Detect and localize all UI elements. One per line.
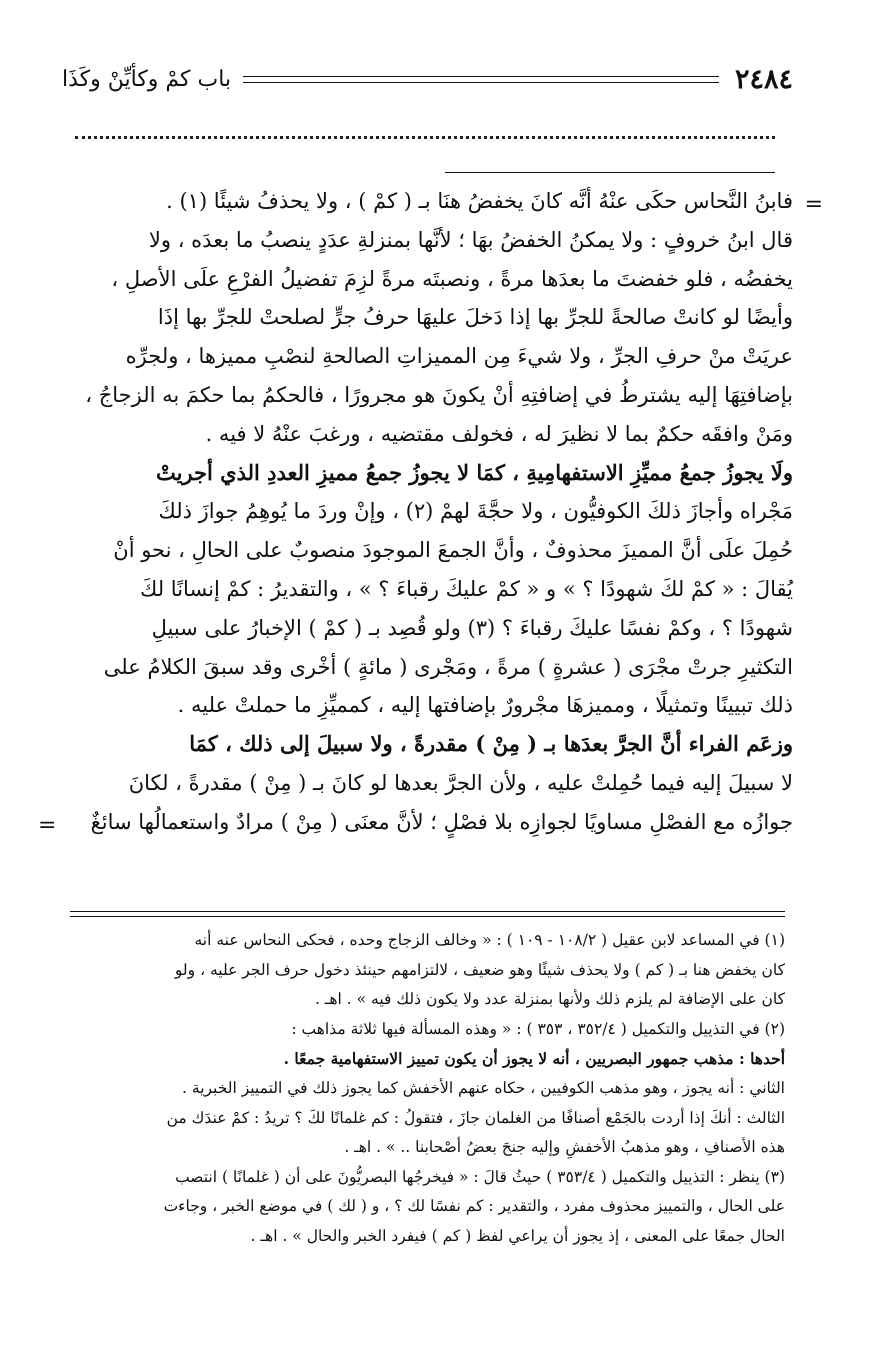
text-line: التكثيرِ جرتْ مجْرَى ( عشرةٍ ) مرةً ، ومَجْرى ( مائةٍ ) أخْرى وقد سبقَ الكلامُ على bbox=[103, 654, 793, 679]
text-line: ذلك تبيينًا وتمثيلًا ، ومميزهَا مجْرورٌ بإضافتها إليه ، كمميِّزِ ما حملتْ عليه . bbox=[177, 693, 793, 718]
text-line: يُقالَ : « كمْ لكَ شهودًا ؟ » و « كمْ عليكَ رقباءَ ؟ » ، والتقديرُ : كمْ إنسانًا لكَ bbox=[140, 576, 793, 601]
text-line: قال ابنُ خروفٍ : ولا يمكنُ الخفضُ بهَا ؛ لأنَّها بمنزلةِ عدَدٍ ينصبُ ما بعدَه ، ولا bbox=[148, 227, 793, 252]
main-text bbox=[38, 182, 823, 842]
footnote-line: أحدها : مذهب جمهور البصريين ، أنه لا يجوز أن يكون تمييز الاستفهامية جمعًا . bbox=[283, 1049, 785, 1069]
footnote-line: الثالث : أنكَ إذا أردت بالجَمْع أصنافًا من الغلمان جازَ ، فتقولُ : كم غلمانًا لكَ ؟ تريدُ : كمْ عندَك من bbox=[166, 1108, 785, 1127]
page-header bbox=[62, 58, 793, 100]
text-line: فابنُ النَّحاس حكَى عنْهُ أنَّه كانَ يخفضُ هنَا بـ ( كمْ ) ، ولا يحذفُ شيئًا (١) . bbox=[166, 189, 793, 213]
text-line: يخفضُه ، فلو خفضتَ ما بعدَها مرةً ، ونصبتَه مرةً لزِمَ تفضيلُ الفرْعِ علَى الأصلِ ، bbox=[111, 266, 793, 291]
footnote-line: هذه الأصنافِ ، وهو مذهبُ الأخفشِ وإليه جنحَ بعضُ أصْحابنا .. » . اهـ . bbox=[344, 1138, 785, 1157]
text-line: ولَا يجوزُ جمعُ مميِّزِ الاستفهامِيةِ ، كمَا لا يجوزُ جمعُ مميزِ العددِ الذي أجريتْ bbox=[155, 459, 793, 485]
dotted-separator bbox=[75, 136, 775, 139]
footnote-line: (٢) في التذييل والتكميل ( ٣٥٢/٤ ، ٣٥٣ ) : « وهذه المسألة فيها ثلاثة مذاهب : bbox=[291, 1019, 785, 1038]
text-line: شهودًا ؟ ، وكمْ نفسًا عليكَ رقباءَ ؟ (٣) ولو قُصِد بـ ( كمْ ) الإخبارُ على سبيلِ bbox=[151, 615, 793, 640]
page-number: ٢٤٨٤ bbox=[734, 63, 793, 95]
text-line: وزعَم الفراء أنَّ الجرَّ بعدَها بـ ( مِنْ ) مقدرةً ، ولا سبيلَ إلى ذلك ، كمَا bbox=[189, 731, 793, 757]
footnotes bbox=[68, 926, 785, 1252]
footnote-line: كان على الإضافة لم يلزم ذلك ولأنها بمنزلة عدد ولا يكون ذلك فيه » . اهـ . bbox=[314, 990, 785, 1009]
text-line: جوازُه مع الفصْلِ مساويًا لجوازِه بلا فصْلٍ ؛ لأنَّ معنَى ( مِنْ ) مرادٌ واستعمالُها سائغٌ bbox=[90, 809, 793, 834]
footnote-line: على الحال ، والتمييز محذوف مفرد ، والتقدير : كم نفسًا لك ؟ ، و ( لك ) في موضع الخبر ، وجاءت bbox=[163, 1197, 785, 1216]
header-rule bbox=[243, 76, 719, 83]
section-rule bbox=[445, 172, 775, 173]
text-line: ومَنْ وافقَه حكمٌ بما لا نظيرَ له ، فخولف مقتضيه ، ورغبَ عنْهُ لا فيه . bbox=[205, 421, 793, 446]
chapter-title: باب كمْ وكأيِّنْ وكَذَا bbox=[62, 66, 232, 92]
text-line: عريَتْ منْ حرفِ الجرِّ ، ولا شيءَ مِن المميزاتِ الصالحةِ لنصْبِ مميزها ، ولجرِّه bbox=[125, 344, 793, 369]
footnote-line: (١) في المساعد لابن عقيل ( ١٠٨/٢ - ١٠٩ ) : « وخالف الزجاج وحده ، فحكى النحاس عنه أنه bbox=[194, 931, 785, 949]
footnote-line: (٣) ينظر : التذييل والتكميل ( ٣٥٣/٤ ) حيثُ قالَ : « فيخرجُها البصريُّونَ على أن ( غلمانًا ) انتصب bbox=[175, 1167, 785, 1186]
footnote-separator bbox=[70, 911, 785, 917]
text-line: وأيضًا لو كانتْ صالحةً للجرِّ بها إذا دَخلَ عليهَا حرفُ جرٍّ لصلحتْ للجرِّ بها إذَا bbox=[157, 305, 793, 330]
footnote-line: كان يخفض هنا بـ ( كم ) ولا يحذف شيئًا وهو ضعيف ، لالتزامهم حينئذ دخول حرف الجر عليه ، ولو bbox=[174, 960, 785, 979]
continuation-mark-start: = bbox=[804, 192, 823, 217]
text-line: لا سبيلَ إليه فيما حُمِلتْ عليه ، ولأن الجرَّ بعدها لو كانَ بـ ( مِنْ ) مقدرةً ، لكانَ bbox=[128, 770, 793, 795]
continuation-mark-end: = bbox=[38, 813, 57, 838]
footnote-line: الحال جمعًا على المعنى ، إذ يجوز أن يراعي لفظ ( كم ) فيفرد الخبر والحال » . اهـ . bbox=[250, 1226, 785, 1245]
footnote-line: الثاني : أنه يجوز ، وهو مذهب الكوفيين ، حكاه عنهم الأخفش كما يجوز ذلك في التمييز الخبرية . bbox=[182, 1078, 785, 1097]
text-line: مَجْراه وأجازَ ذلكَ الكوفيُّون ، ولا حجَّةَ لهمْ (٢) ، وإنْ وردَ ما يُوهِمُ جوازَ ذلكَ bbox=[158, 499, 793, 524]
text-line: حُمِلَ علَى أنَّ المميزَ محذوفٌ ، وأنَّ الجمعَ الموجودَ منصوبٌ على الحالِ ، نحو أنْ bbox=[113, 538, 793, 563]
text-line: بإضافتِهَا إليه يشترطُ في إضافتِهِ أنْ يكونَ هو مجرورًا ، فالحكمُ بما حكمَ به الزجاجُ ، bbox=[85, 382, 793, 407]
